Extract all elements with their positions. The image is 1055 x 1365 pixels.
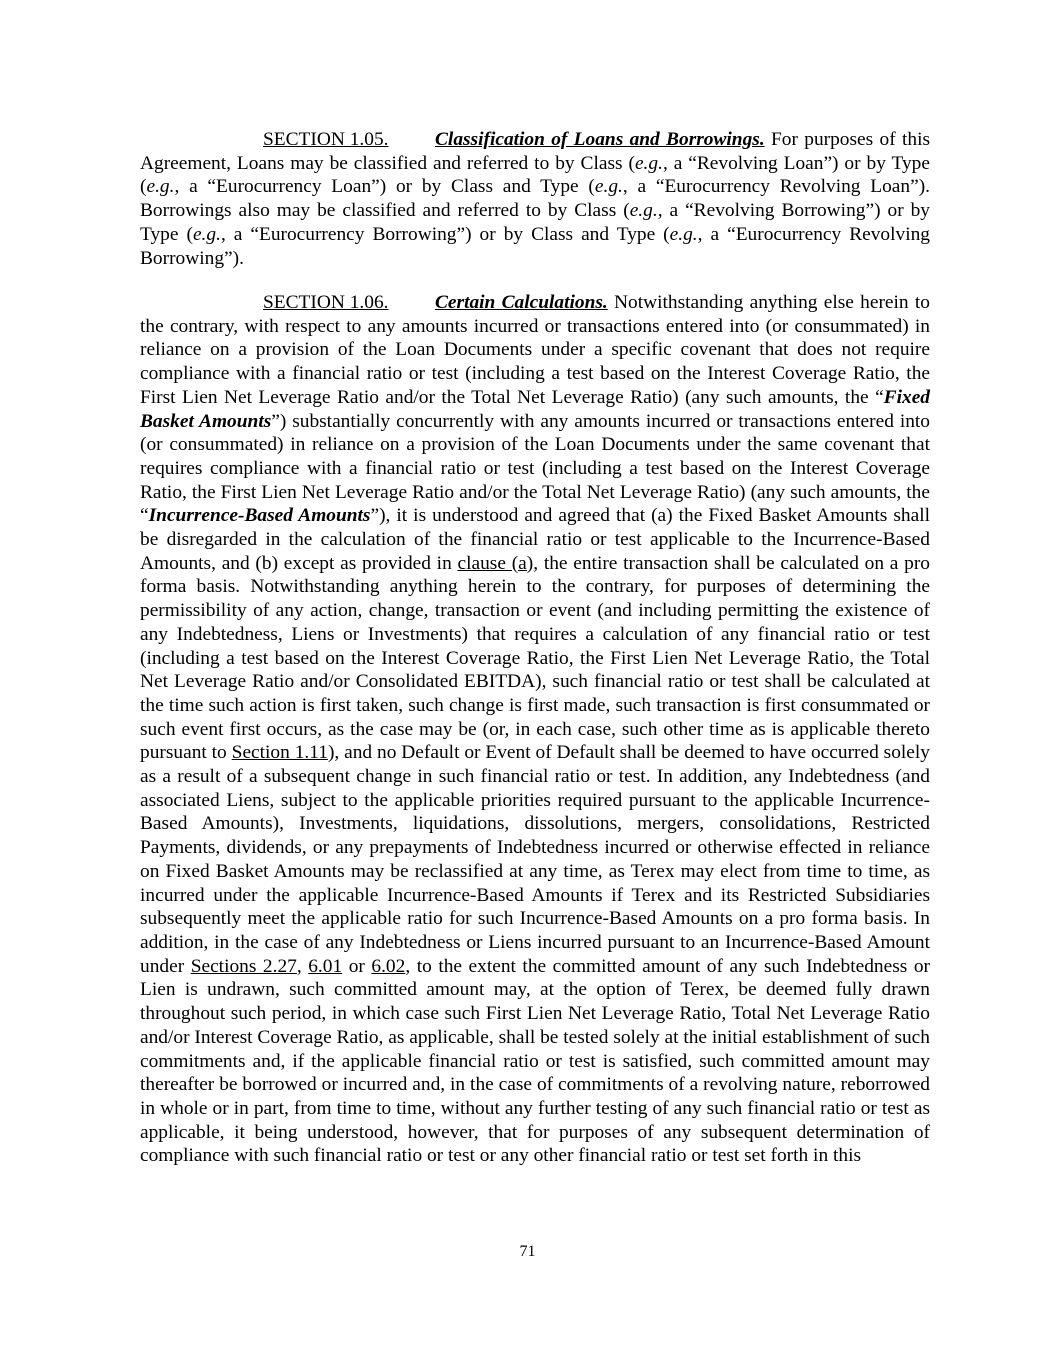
cross-reference-clause-a[interactable]: clause (a) xyxy=(457,552,534,574)
section-number: SECTION 1.05. xyxy=(263,129,389,150)
section-1-05-paragraph: SECTION 1.05. Classification of Loans and Borrowings. For purposes of this Agreement, Loans may be classified and referred to by Class (e.g., a “Revolving Loan”) or by Type (e.g., a “Eurocurrency Loan”) or by Class and Type (e.g., a “Eurocurrency Revolving Loan”). Borrowings also may be classified and referred to by Class (e.g., a “Revolving Borrowing”) or by Type (e.g., a “Eurocurrency Borrowing”) or by Class and Type (e.g., a “Eurocurrency Revolving Borrowing”). xyxy=(140,129,931,269)
cross-reference-section-6-02[interactable]: 6.02 xyxy=(371,955,406,977)
defined-term-incurrence-based-amounts: Incurrence-Based Amounts xyxy=(148,505,371,527)
section-title: Certain Calculations. xyxy=(435,292,608,313)
defined-term-fixed-basket-amounts: Fixed Basket Amounts xyxy=(140,386,930,432)
section-number: SECTION 1.06. xyxy=(263,292,389,313)
cross-reference-section-1-11[interactable]: Section 1.11 xyxy=(231,742,328,764)
section-title: Classification of Loans and Borrowings. xyxy=(435,129,765,150)
cross-reference-section-6-01[interactable]: 6.01 xyxy=(308,955,343,977)
cross-reference-section-2-27[interactable]: Sections 2.27 xyxy=(190,955,297,977)
section-1-06-paragraph: SECTION 1.06. Certain Calculations. Notwithstanding anything else herein to the contrary, with respect to any amounts incurred or transactions entered into (or consummated) in reliance on a provision of the Loan Documents under a specific covenant that does not require compliance with a financial ratio or test (including a test based on the Interest Coverage Ratio, the First Lien Net Leverage Ratio and/or the Total Net Leverage Ratio) (any such amounts, the “Fixed Basket Amounts”) substantially concurrently with any amounts incurred or transactions entered into (or consummated) in reliance on a provision of the Loan Documents under the same covenant that requires compliance with a financial ratio or test (including a test based on the Interest Coverage Ratio, the First Lien Net Leverage Ratio and/or the Total Net Leverage Ratio) (any such amounts, the “Incurrence-Based Amounts”), it is understood and agreed that (a) the Fixed Basket Amounts shall be disregarded in the calculation of the financial ratio or test applicable to the Incurrence-Based Amounts, and (b) except as provided in clause (a), the entire transaction shall be calculated on a pro forma basis. Notwithstanding anything herein to the contrary, for purposes of determining the permissibility of any action, change, transaction or event (and including permitting the existence of any Indebtedness, Liens or Investments) that requires a calculation of any financial ratio or test (including a test based on the Interest Coverage Ratio, the First Lien Net Leverage Ratio, the Total Net Leverage Ratio and/or Consolidated EBITDA), such financial ratio or test shall be calculated at the time such action is first taken, such change is first made, such transaction is first consummated or such event first occurs, as the case may be (or, in each case, such other time as is applicable thereto pursuant to Section 1.11), and no Default or Event of Default shall be deemed to have occurred solely as a result of a subsequent change in such financial ratio or test. In addition, any Indebtedness (and associated Liens, subject to the applicable priorities required pursuant to the applicable Incurrence-Based Amounts), Investments, liquidations, dissolutions, mergers, consolidations, Restricted Payments, dividends, or any prepayments of Indebtedness incurred or otherwise effected in reliance on Fixed Basket Amounts may be reclassified at any time, as Terex may elect from time to time, as incurred under the applicable Incurrence-Based Amounts if Terex and its Restricted Subsidiaries subsequently meet the applicable ratio for such Incurrence-Based Amounts on a pro forma basis. In addition, in the case of any Indebtedness or Liens incurred pursuant to an Incurrence-Based Amount under Sections 2.27, 6.01 or 6.02, to the extent the committed amount of any such Indebtedness or Lien is undrawn, such committed amount may, at the option of Terex, be deemed fully drawn throughout such period, in which case such First Lien Net Leverage Ratio, Total Net Leverage Ratio and/or Interest Coverage Ratio, as applicable, shall be tested solely at the initial establishment of such commitments and, if the applicable financial ratio or test is satisfied, such committed amount may thereafter be borrowed or incurred and, in the case of commitments of a revolving nature, reborrowed in whole or in part, from time to time, without any further testing of any such financial ratio or test as applicable, it being understood, however, that for purposes of any subsequent determination of compliance with such financial ratio or test or any other financial ratio or test set forth in this xyxy=(140,292,930,1167)
page-number: 71 xyxy=(519,1243,536,1260)
